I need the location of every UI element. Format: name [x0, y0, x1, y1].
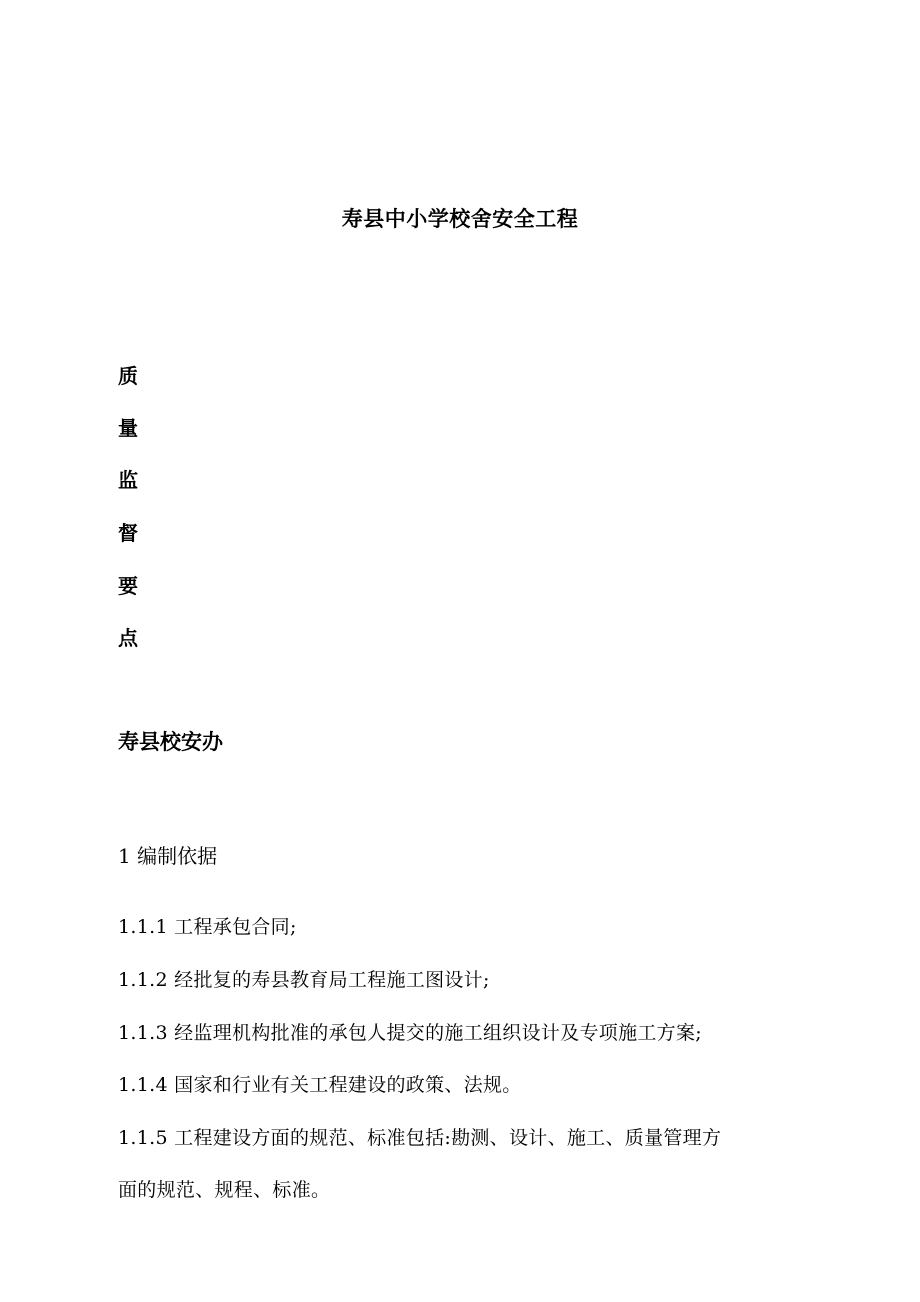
list-item: 1.1.1 工程承包合同; [118, 916, 297, 938]
vertical-heading-char: 监 [118, 468, 138, 492]
vertical-heading-char: 量 [118, 416, 138, 440]
vertical-heading-char: 要 [118, 574, 138, 598]
list-item: 1.1.3 经监理机构批准的承包人提交的施工组织设计及专项施工方案; [118, 1022, 702, 1044]
vertical-heading-char: 督 [118, 521, 138, 545]
list-item: 1.1.4 国家和行业有关工程建设的政策、法规。 [118, 1074, 522, 1096]
document-title: 寿县中小学校舍安全工程 [341, 206, 579, 231]
vertical-heading-char: 点 [118, 626, 138, 650]
list-item: 1.1.5 工程建设方面的规范、标准包括:勘测、设计、施工、质量管理方 [118, 1127, 722, 1149]
organization-name: 寿县校安办 [118, 729, 223, 754]
list-item: 1.1.2 经批复的寿县教育局工程施工图设计; [118, 969, 490, 991]
vertical-heading-char: 质 [118, 364, 138, 388]
list-item-continuation: 面的规范、规程、标准。 [118, 1179, 331, 1201]
section-heading: 1 编制依据 [118, 844, 218, 868]
